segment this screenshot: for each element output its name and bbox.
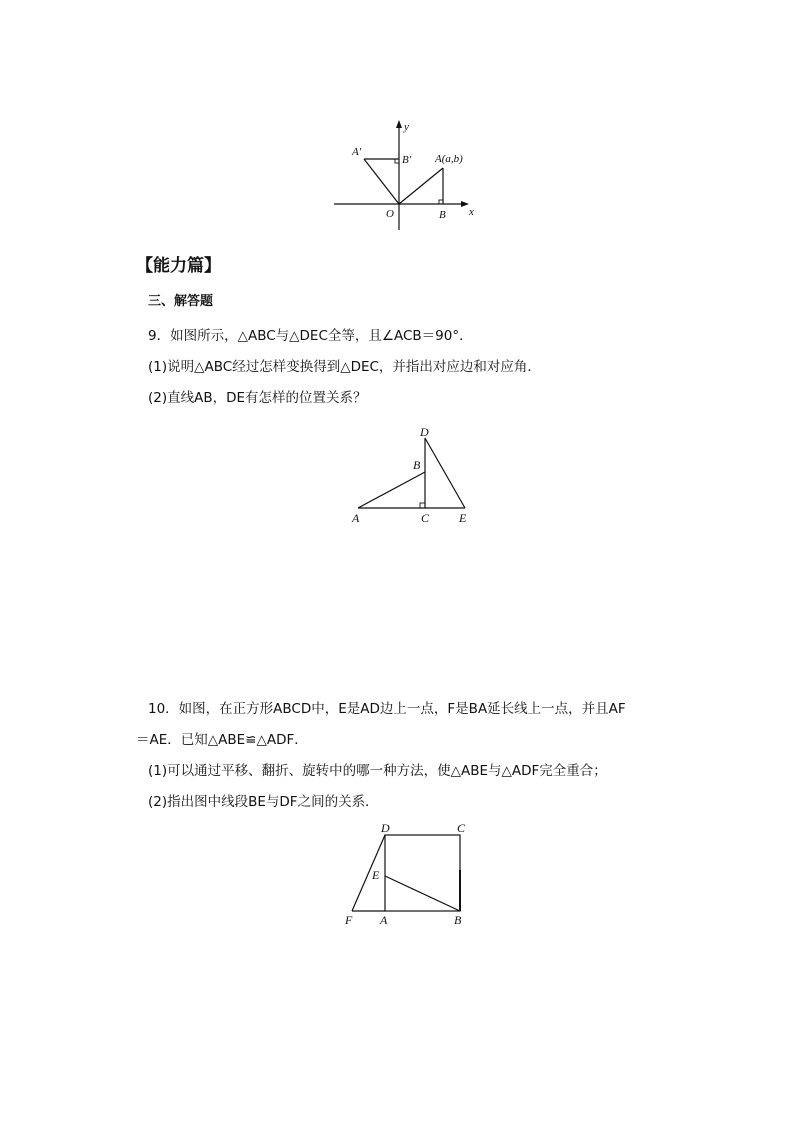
section-title: 【能力篇】 xyxy=(136,256,221,276)
label-c: C xyxy=(421,511,430,525)
coordinate-figure xyxy=(330,118,480,233)
section-subtitle: 三、解答题 xyxy=(148,294,214,309)
segment-oa xyxy=(399,168,443,204)
right-angle-mark-b-prime xyxy=(395,159,399,163)
label-a: A xyxy=(352,511,360,525)
q9-part2: (2)直线AB，DE有怎样的位置关系？ xyxy=(148,390,367,406)
triangle-figure xyxy=(345,422,480,527)
label-f: F xyxy=(345,913,353,927)
label-b: B xyxy=(454,913,462,927)
label-o: O xyxy=(386,208,394,220)
right-angle-mark-b xyxy=(439,200,443,204)
q9-part1: (1)说明△ABC经过怎样变换得到△DEC，并指出对应边和对应角． xyxy=(148,359,541,375)
q10-stem-line1: 10．如图，在正方形ABCD中，E是AD边上一点，F是BA延长线上一点，并且AF xyxy=(148,701,626,717)
y-axis-arrow xyxy=(396,120,402,128)
square-figure xyxy=(338,818,473,930)
q10-stem-line2: ＝AE．已知△ABE≌△ADF． xyxy=(136,732,308,748)
q9-stem: 9．如图所示，△ABC与△DEC全等，且∠ACB＝90°． xyxy=(148,328,473,344)
label-d: D xyxy=(420,425,429,439)
x-axis-arrow xyxy=(461,201,469,207)
square-abcd xyxy=(385,835,460,911)
label-a: A(a,b) xyxy=(435,153,463,165)
label-b: B xyxy=(439,209,446,221)
label-x: x xyxy=(469,206,474,218)
label-b: B xyxy=(413,458,421,472)
label-b-prime: B′ xyxy=(402,154,412,166)
label-a-prime: A′ xyxy=(352,146,362,158)
right-angle-mark-c xyxy=(420,503,425,508)
segment-ab xyxy=(358,472,425,508)
segment-fd xyxy=(352,835,385,911)
segment-oa-prime xyxy=(364,159,399,204)
q10-part2: (2)指出图中线段BE与DF之间的关系． xyxy=(148,794,379,810)
label-y: y xyxy=(404,121,409,133)
label-e: E xyxy=(372,868,380,882)
label-e: E xyxy=(459,511,467,525)
segment-eb xyxy=(385,876,460,911)
label-c: C xyxy=(457,821,466,835)
q10-part1: (1)可以通过平移、翻折、旋转中的哪一种方法，使△ABE与△ADF完全重合； xyxy=(148,763,607,779)
label-a: A xyxy=(380,913,388,927)
segment-de xyxy=(425,438,465,508)
label-d: D xyxy=(381,821,390,835)
